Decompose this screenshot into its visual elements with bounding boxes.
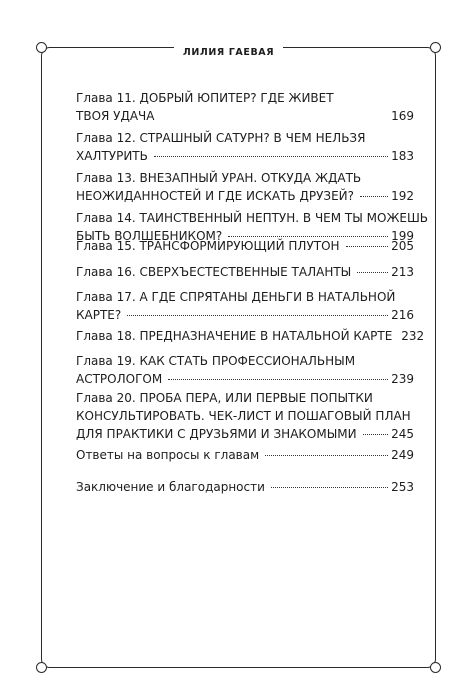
toc-entry <box>76 89 414 125</box>
toc-entry-last-line <box>76 446 414 464</box>
toc-entry-title-line: ТВОЯ УДАЧА <box>76 109 155 123</box>
toc-page-number: 205 <box>391 239 414 253</box>
toc-entry-title-line: Глава 20. ПРОБА ПЕРА, ИЛИ ПЕРВЫЕ ПОПЫТКИ <box>76 391 373 405</box>
toc-entry-title-line: Глава 14. ТАИНСТВЕННЫЙ НЕПТУН. В ЧЕМ ТЫ МОЖЕШЬ <box>76 211 429 225</box>
toc-entry-title-line: ХАЛТУРИТЬ <box>76 149 148 163</box>
dot-leader <box>346 246 389 247</box>
toc-entry-title-line: Глава 13. ВНЕЗАПНЫЙ УРАН. ОТКУДА ЖДАТЬ <box>76 171 362 185</box>
toc-page-number: 249 <box>391 448 414 462</box>
toc-entry-last-line <box>76 107 414 125</box>
toc-entry <box>76 169 414 205</box>
dot-leader <box>168 379 388 380</box>
toc-entry-title-line: НЕОЖИДАННОСТЕЙ И ГДЕ ИСКАТЬ ДРУЗЕЙ? <box>76 189 354 203</box>
toc-entry-title-line: Глава 11. ДОБРЫЙ ЮПИТЕР? ГДЕ ЖИВЕТ <box>76 91 334 105</box>
toc-entry-last-line <box>76 306 414 324</box>
toc-entry <box>76 478 414 496</box>
toc-entry-title-line: Ответы на вопросы к главам <box>76 448 260 462</box>
toc-entry-title-line: Глава 16. СВЕРХЪЕСТЕСТВЕННЫЕ ТАЛАНТЫ <box>76 265 352 279</box>
toc-page-number: 183 <box>391 149 414 163</box>
toc-entry-title-line: Глава 12. СТРАШНЫЙ САТУРН? В ЧЕМ НЕЛЬЗЯ <box>76 131 366 145</box>
toc-entry-title-line: Глава 19. КАК СТАТЬ ПРОФЕССИОНАЛЬНЫМ <box>76 354 356 368</box>
toc-entry-title-line: Заключение и благодарности <box>76 480 265 494</box>
toc-page-number: 232 <box>401 329 425 343</box>
toc-entry <box>76 327 425 345</box>
toc-entry-last-line <box>76 370 414 388</box>
toc-entry-last-line <box>76 237 414 255</box>
dot-leader <box>154 156 388 157</box>
toc-entry <box>76 352 414 388</box>
toc-page-number: 213 <box>391 265 414 279</box>
toc-page-number: 253 <box>391 480 414 494</box>
toc-entry-title-line: КОНСУЛЬТИРОВАТЬ. ЧЕК-ЛИСТ И ПОШАГОВЫЙ ПЛАН <box>76 409 411 423</box>
toc-entry <box>76 288 414 324</box>
corner-circle-bottom-right <box>430 662 441 673</box>
toc-entry-last-line <box>76 478 414 496</box>
toc-entry <box>76 237 414 255</box>
toc-entry-title-line: Глава 17. А ГДЕ СПРЯТАНЫ ДЕНЬГИ В НАТАЛЬНОЙ <box>76 290 396 304</box>
toc-entry-last-line <box>76 187 414 205</box>
dot-leader <box>363 434 388 435</box>
toc-page-number: 245 <box>391 427 414 441</box>
dot-leader <box>127 315 388 316</box>
running-header <box>0 40 457 60</box>
toc-entry <box>76 129 414 165</box>
toc-page-number: 169 <box>391 109 414 123</box>
corner-circle-bottom-left <box>36 662 47 673</box>
toc-page-number: 216 <box>391 308 414 322</box>
toc-entry <box>76 389 414 443</box>
toc-entry-last-line <box>76 425 414 443</box>
dot-leader <box>271 487 388 488</box>
dot-leader <box>360 196 388 197</box>
toc-entry-last-line <box>76 263 414 281</box>
toc-entry-last-line <box>76 147 414 165</box>
toc-entry-title-line: Глава 18. ПРЕДНАЗНАЧЕНИЕ В НАТАЛЬНОЙ КАРТЕ <box>76 329 393 343</box>
toc-entry <box>76 263 414 281</box>
dot-leader <box>265 455 388 456</box>
author-name: ЛИЛИЯ ГАЕВАЯ <box>174 46 283 60</box>
toc-page-number: 199 <box>391 229 414 243</box>
toc-entry-title-line: Глава 15. ТРАНСФОРМИРУЮЩИЙ ПЛУТОН <box>76 239 340 253</box>
toc-entry-last-line <box>76 327 425 345</box>
toc-page-number: 239 <box>391 372 414 386</box>
toc-page-number: 192 <box>391 189 414 203</box>
dot-leader <box>357 272 388 273</box>
toc-entry-title-line: ДЛЯ ПРАКТИКИ С ДРУЗЬЯМИ И ЗНАКОМЫМИ <box>76 427 357 441</box>
toc-entry-title-line: АСТРОЛОГОМ <box>76 372 163 386</box>
toc-entry <box>76 446 414 464</box>
toc-entry-title-line: КАРТЕ? <box>76 308 122 322</box>
toc-entry-title-line: БЫТЬ ВОЛШЕБНИКОМ? <box>76 229 223 243</box>
